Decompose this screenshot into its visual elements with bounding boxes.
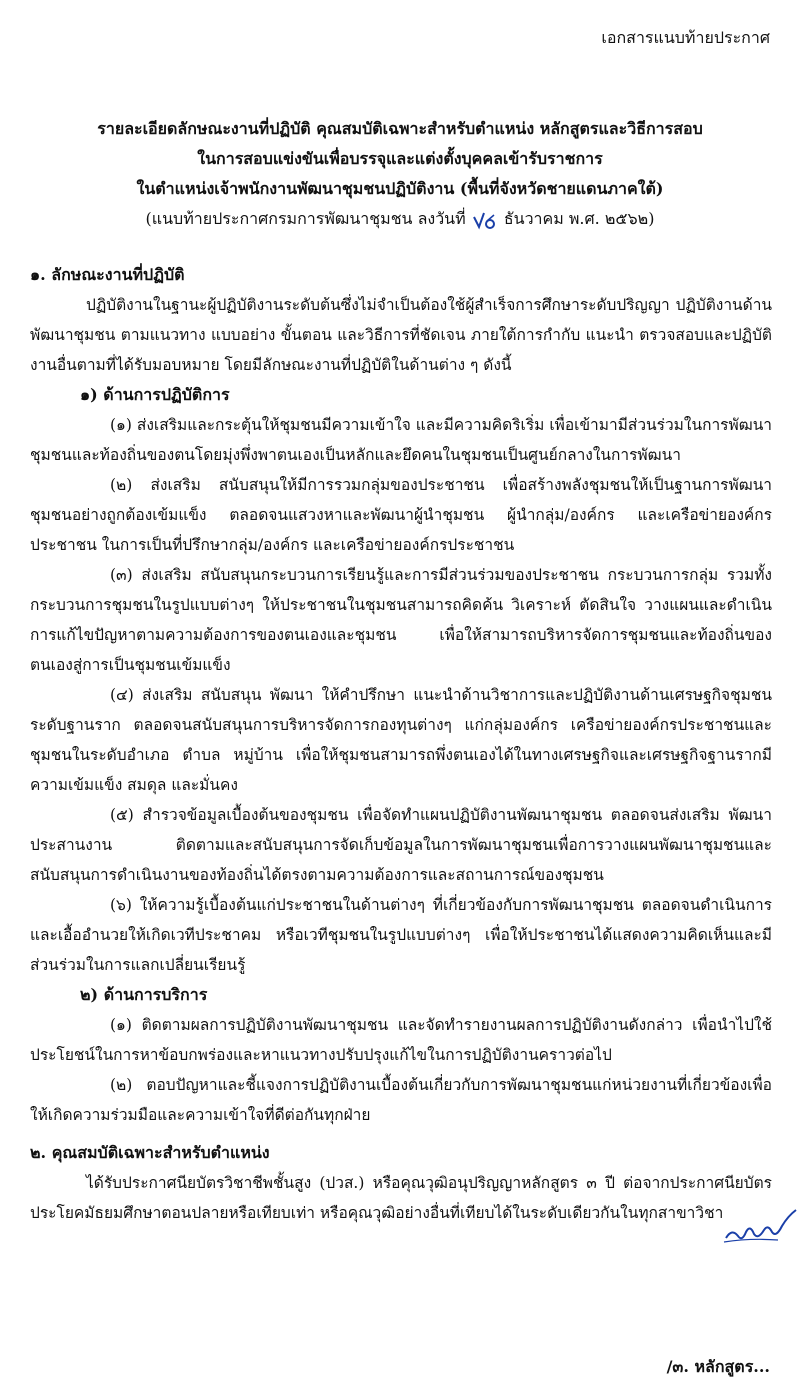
section1-heading: ๑. ลักษณะงานที่ปฏิบัติ bbox=[30, 265, 185, 284]
handwritten-date-mark bbox=[471, 209, 499, 231]
section2-text: ได้รับประกาศนียบัตรวิชาชีพชั้นสูง (ปวส.) หรือคุณวุฒิอนุปริญญาหลักสูตร ๓ ปี ต่อจากประกาศนียบัตรประโยคมัธยมศึกษาตอนปลายหรือเทียบเท่า หรือคุณวุฒิอย่างอื่นที่เทียบได้ในระดับเดียวกันในทุกสาขาวิชา bbox=[30, 1174, 772, 1222]
handwritten-signature bbox=[720, 1208, 800, 1248]
operations-item-3: (๓) ส่งเสริม สนับสนุนกระบวนการเรียนรู้และการมีส่วนร่วมของประชาชน กระบวนการกลุ่ม รวมทั้งกระบวนการชุมชนในรูปแบบต่างๆ ให้ประชาชนในชุมชนสามารถคิดค้น วิเคราะห์ ตัดสินใจ วางแผนและดำเนินการแก้ไขปัญหาตามความต้องการของตนเองและชุมชน เพื่อให้สามารถบริหารจัดการชุมชนและท้องถิ่นของตนเองสู่การเป็นชุมชนเข้มแข็ง bbox=[30, 566, 772, 674]
title-line-3: ในตำแหน่งเจ้าพนักงานพัฒนาชุมชนปฏิบัติงาน (พื้นที่จังหวัดชายแดนภาคใต้) bbox=[136, 179, 664, 198]
service-item-2: (๒) ตอบปัญหาและชี้แจงการปฏิบัติงานเบื้องต้นเกี่ยวกับการพัฒนาชุมชนแก่หน่วยงานที่เกี่ยวข้องเพื่อให้เกิดความร่วมมือและความเข้าใจที่ดีต่อกันทุกฝ่าย bbox=[30, 1076, 772, 1124]
section1-intro: ปฏิบัติงานในฐานะผู้ปฏิบัติงานระดับต้นซึ่งไม่จำเป็นต้องใช้ผู้สำเร็จการศึกษาระดับปริญญา ปฏิบัติงานด้านพัฒนาชุมชน ตามแนวทาง แบบอย่าง ขั้นตอน และวิธีการที่ชัดเจน ภายใต้การกำกับ แนะนำ ตรวจสอบและปฏิบัติงานอื่นตามที่ได้รับมอบหมาย โดยมีลักษณะงานที่ปฏิบัติในด้านต่าง ๆ ดังนี้ bbox=[30, 296, 772, 374]
next-page-indicator: /๓. หลักสูตร... bbox=[666, 1357, 770, 1376]
subtitle-before: (แนบท้ายประกาศกรมการพัฒนาชุมชน ลงวันที่ bbox=[145, 209, 466, 228]
operations-item-1: (๑) ส่งเสริมและกระตุ้นให้ชุมชนมีความเข้าใจ และมีความคิดริเริ่ม เพื่อเข้ามามีส่วนร่วมในการพัฒนาชุมชนและท้องถิ่นของตนโดยมุ่งพึ่งพาตนเองเป็นหลักและยึดคนในชุมชนเป็นศูนย์กลางในการพัฒนา bbox=[30, 416, 772, 464]
annex-label: เอกสารแนบท้ายประกาศ bbox=[601, 28, 770, 47]
document-body bbox=[30, 260, 772, 1228]
operations-item-6: (๖) ให้ความรู้เบื้องต้นแก่ประชาชนในด้านต่างๆ ที่เกี่ยวข้องกับการพัฒนาชุมชน ตลอดจนดำเนินการและเอื้ออำนวยให้เกิดเวทีประชาคม หรือเวทีชุมชนในรูปแบบต่างๆ เพื่อให้ประชาชนได้แสดงความคิดเห็นและมีส่วนร่วมในการแลกเปลี่ยนเรียนรู้ bbox=[30, 896, 772, 974]
operations-item-5: (๕) สำรวจข้อมูลเบื้องต้นของชุมชน เพื่อจัดทำแผนปฏิบัติงานพัฒนาชุมชน ตลอดจนส่งเสริม พัฒนา ประสานงาน ติดตามและสนับสนุนการจัดเก็บข้อมูลในการพัฒนาชุมชนเพื่อการวางแผนพัฒนาชุมชนและสนับสนุนการดำเนินงานของท้องถิ่นได้ตรงตามความต้องการและสถานการณ์ของชุมชน bbox=[30, 806, 772, 884]
title-line-2: ในการสอบแข่งขันเพื่อบรรจุและแต่งตั้งบุคคลเข้ารับราชการ bbox=[197, 149, 603, 168]
section2-heading: ๒. คุณสมบัติเฉพาะสำหรับตำแหน่ง bbox=[30, 1143, 270, 1162]
title-block bbox=[0, 114, 800, 234]
operations-item-4: (๔) ส่งเสริม สนับสนุน พัฒนา ให้คำปรึกษา แนะนำด้านวิชาการและปฏิบัติงานด้านเศรษฐกิจชุมชนระดับฐานราก ตลอดจนสนับสนุนการบริหารจัดการกองทุนต่างๆ แก่กลุ่มองค์กร เครือข่ายองค์กรประชาชนและชุมชนในระดับอำเภอ ตำบล หมู่บ้าน เพื่อให้ชุมชนสามารถพึ่งตนเองได้ในทางเศรษฐกิจและเศรษฐกิจฐานรากมีความเข้มแข็ง สมดุล และมั่นคง bbox=[30, 686, 772, 794]
service-item-1: (๑) ติดตามผลการปฏิบัติงานพัฒนาชุมชน และจัดทำรายงานผลการปฏิบัติงานดังกล่าว เพื่อนำไปใช้ประโยชน์ในการหาข้อบกพร่องและหาแนวทางปรับปรุงแก้ไขในการปฏิบัติงานคราวต่อไป bbox=[30, 1016, 772, 1064]
operations-item-2: (๒) ส่งเสริม สนับสนุนให้มีการรวมกลุ่มของประชาชน เพื่อสร้างพลังชุมชนให้เป็นฐานการพัฒนาชุมชนอย่างถูกต้องเข้มแข็ง ตลอดจนแสวงหาและพัฒนาผู้นำชุมชน ผู้นำกลุ่ม/องค์กร และเครือข่ายองค์กรประชาชน ในการเป็นที่ปรึกษากลุ่ม/องค์กร และเครือข่ายองค์กรประชาชน bbox=[30, 476, 772, 554]
section1-sub2-heading: ๒) ด้านการบริการ bbox=[80, 985, 208, 1004]
subtitle-after: ธันวาคม พ.ศ. ๒๕๖๒) bbox=[503, 209, 655, 228]
section1-sub1-heading: ๑) ด้านการปฏิบัติการ bbox=[80, 385, 230, 404]
title-subtitle bbox=[0, 204, 800, 234]
title-line-1: รายละเอียดลักษณะงานที่ปฏิบัติ คุณสมบัติเฉพาะสำหรับตำแหน่ง หลักสูตรและวิธีการสอบ bbox=[97, 119, 703, 138]
